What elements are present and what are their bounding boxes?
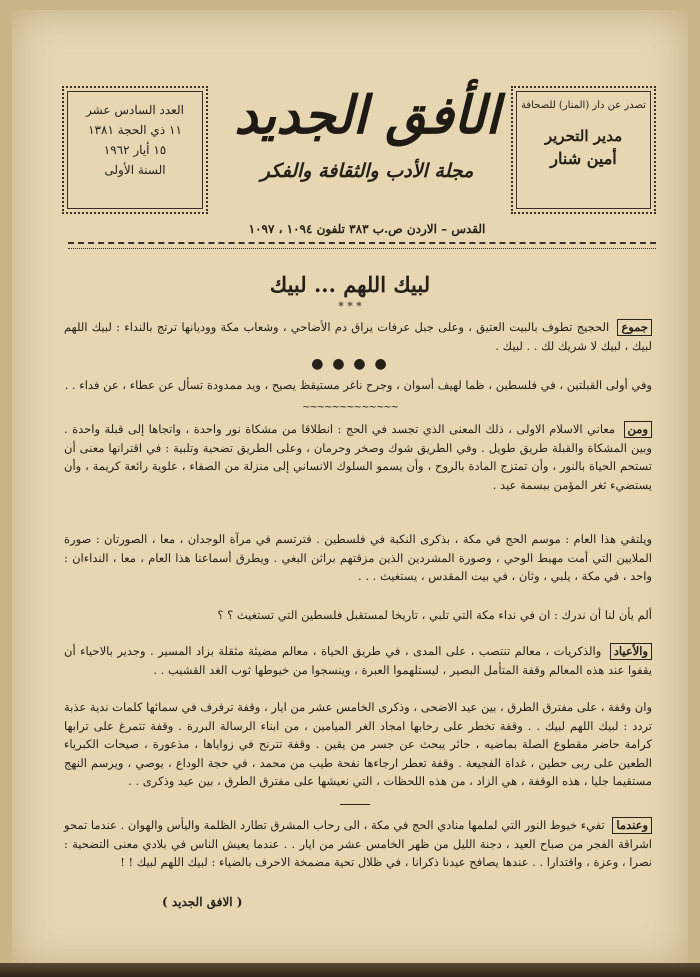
paragraph-text: والذكريات ، معالم تنتصب ، على المدى ، في طريق الحياة ، معالم مضيئة مثقلة بزاد المسير . وجدير بالاحياء أن يقفوا عند هذه المعالم وقفة المتأمل البصير ، ليستلهموا العبرة ، وينسجوا من خيوطها ثوب الغد القشيب . .	[64, 644, 652, 677]
paragraph-7: وان وقفة ، على مفترق الطرق ، بين عيد الاضحى ، وذكرى الخامس عشر من ايار ، وقفة ترفرف في سمائها كلمات ندية عذبة تردد : لبيك اللهم لبيك . . وقفة تخطر على رحابها امجاد الغر الميامين ، من ابناء الرسالة البررة . وقفة تتمرغ على ترابها كرامة حاضر مقطوع الصلة بماضيه ، حائر يبحث عن جسر من يقين . وقفة تترنح في زواياها ، مذعورة ، صيحات الكبرياء الطعين على ربى حطين ، غداة الفجيعة . وقفة تعطر ارجاءها نفحة طيب من محمد ، في حجة الوداع ، يوصي ، ويرسم النهج مستقيما جليا ، هذه الوقفة ، هي الزاد ، من هذه اللحظات ، التي نعيشها على مفترق الطرق ، بين عيد وذكرى . .	[64, 700, 652, 788]
masthead-divider	[68, 242, 656, 244]
paragraph-3	[64, 420, 652, 494]
stars-ornament: * * *	[338, 300, 362, 313]
magazine-title: الأفق الجديد	[234, 85, 500, 146]
issue-box	[62, 86, 208, 214]
article-signature: ( الافق الجديد )	[162, 895, 243, 909]
paragraph-1	[64, 318, 652, 355]
page-edge	[0, 963, 700, 977]
editor-box	[511, 86, 656, 214]
paragraph-text: تفيء خيوط النور التي لملمها منادي الحج في مكة ، الى رحاب المشرق تطارد الظلمة واليأس والهوان . عندما تمحو اشراقة الفجر من صباح العيد ، دجنة الليل من ظهر الخامس عشر من ايار . . عندما يعيش الناس في بلادي معنى التضحية : نصرا ، وعزة ، واقتدارا . . عندها يصافح عيدنا ذكرانا ، في ظلال تحية مضمخة الاحرف بالضياء : لبيك اللهم لبيك ! !	[64, 818, 652, 869]
paragraph-4: ويلتقي هذا العام : موسم الحج في مكة ، بذكرى النكبة في فلسطين . فترتسم في مرآة الوجدان ، معا ، الصورتان : صورة الملايين التي أمت مهبط الوحي ، وصورة المشردين الذين مزقتهم براثن البغي . ويطرق أسماعنا هذا العام ، معا ، النداءان : واحد ، في مكة ، يلبي ، وثان ، في بيت المقدس ، يستغيث . . .	[64, 532, 652, 583]
publisher-note: تصدر عن دار (المنار) للصحافة	[521, 100, 646, 111]
paragraph-6	[64, 642, 652, 679]
editor-name: أمين شنار	[550, 149, 617, 168]
magazine-page	[12, 10, 688, 967]
paragraph-tag: جموع	[617, 319, 652, 336]
short-divider	[340, 804, 370, 805]
paragraph-tag: ومن	[624, 421, 652, 438]
volume-year: السنة الأولى	[104, 163, 166, 177]
dots-ornament: ● ● ● ●	[311, 356, 389, 372]
magazine-subtitle: مجلة الأدب والثقافة والفكر	[260, 160, 474, 182]
paragraph-text: معاني الاسلام الاولى ، ذلك المعنى الذي تجسد في الحج : انطلاقا من مشكاة نور واحدة ، واتجاها إلى قبلة واحدة . وبين المشكاة والقبلة طريق طويل . وفي الطريق شوك وصخر وحرمان ، وعلى الطريق تضحية وتلبية : في اقترانها معنى أن تستحم الحياة بالنور ، وأن تمتزج المادة بالروح ، وأن يسمو السلوك الانساني إلى منزلة من الصفاء ، علوية رائعة كريمة ، وأن يستضيء ثغر المؤمن ببسمة عيد .	[64, 422, 652, 492]
editor-title: مدير التحرير	[544, 127, 623, 145]
paragraph-2: وفي أولى القبلتين ، في فلسطين ، ظما لهيف أسوان ، وجرح ناغر مستيقظ يصيح ، ويد ممدودة تسأل عن عطاء ، عن فداء . .	[64, 378, 652, 392]
paragraph-tag: والأعياد	[610, 643, 652, 660]
masthead-divider-thin	[68, 248, 656, 249]
paragraph-5: ألم يأن لنا أن ندرك : ان في نداء مكة التي تلبي ، تاريخا لمستقبل فلسطين التي تستغيث ؟ ؟	[217, 608, 652, 622]
paragraph-text: الحجيج تطوف بالبيت العتيق ، وعلى جبل عرفات يراق دم الأضاحي ، وشعاب مكة ووديانها ترتج بالنداء : لبيك اللهم لبيك ، لبيك لا شريك لك . . لبيك .	[64, 320, 652, 353]
issue-number: العدد السادس عشر	[86, 103, 184, 117]
gregorian-date: ١٥ أيار ١٩٦٢	[103, 143, 167, 157]
paragraph-tag: وعندما	[612, 817, 652, 834]
paragraph-8	[64, 816, 652, 872]
hijri-date: ١١ ذي الحجة ١٣٨١	[88, 123, 182, 137]
wavy-divider: ~~~~~~~~~~~~~	[302, 402, 398, 413]
article-headline: لبيك اللهم ... لبيك	[269, 272, 431, 297]
magazine-address: القدس – الاردن ص.ب ٣٨٣ تلفون ١٠٩٤ ، ١٠٩٧	[248, 222, 486, 236]
